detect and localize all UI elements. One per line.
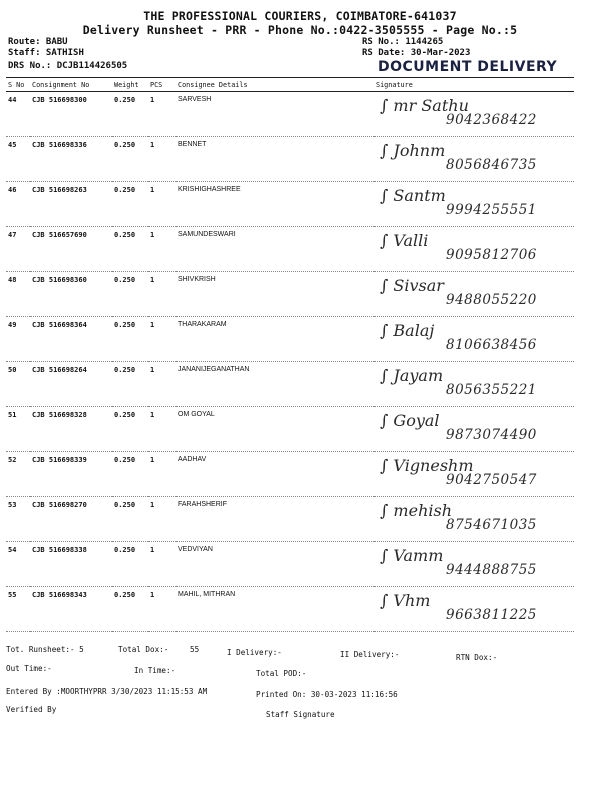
handwritten-signature: ∫ Vhm: [380, 591, 431, 610]
row-consignment-no: CJB 516698328: [30, 407, 112, 452]
row-signature-cell: [374, 92, 574, 137]
row-consignee-name: KRISHIGHASHREE: [176, 182, 374, 227]
row-consignment-no: CJB 516698360: [30, 272, 112, 317]
table-row: [6, 227, 574, 272]
row-pcs: 1: [148, 407, 176, 452]
row-sno: 55: [6, 587, 30, 632]
row-sno: 44: [6, 92, 30, 137]
row-weight: 0.250: [112, 542, 148, 587]
row-pcs: 1: [148, 317, 176, 362]
row-weight: 0.250: [112, 587, 148, 632]
row-consignment-no: CJB 516657690: [30, 227, 112, 272]
handwritten-signature: ∫ Vigneshm: [380, 456, 474, 475]
table-row: [6, 452, 574, 497]
handwritten-phone: 8056355221: [446, 382, 537, 398]
table-row: [6, 272, 574, 317]
row-signature-cell: [374, 407, 574, 452]
row-consignee-name: SHIVKRISH: [176, 272, 374, 317]
row-consignment-no: CJB 516698336: [30, 137, 112, 182]
row-consignee-name: MAHIL, MITHRAN: [176, 587, 374, 632]
total-dox-label: Total Dox:-: [118, 645, 169, 654]
col-consignment: Consignment No: [30, 78, 112, 92]
staff-label: Staff: SATHISH: [8, 48, 84, 58]
route-label: Route: BABU: [8, 37, 68, 47]
row-signature-cell: [374, 272, 574, 317]
total-pod: Total POD:-: [256, 669, 307, 678]
staff-signature: Staff Signature: [266, 710, 335, 719]
row-consignment-no: CJB 516698339: [30, 452, 112, 497]
row-pcs: 1: [148, 452, 176, 497]
handwritten-phone: 8106638456: [446, 337, 537, 353]
row-consignment-no: CJB 516698263: [30, 182, 112, 227]
row-pcs: 1: [148, 362, 176, 407]
row-consignment-no: CJB 516698300: [30, 92, 112, 137]
table-header-row: [6, 78, 574, 92]
ii-delivery: II Delivery:-: [340, 650, 400, 659]
table-row: [6, 362, 574, 407]
row-sno: 46: [6, 182, 30, 227]
row-sno: 51: [6, 407, 30, 452]
i-delivery: I Delivery:-: [227, 648, 282, 657]
col-sno: S No: [6, 78, 30, 92]
handwritten-phone: 9042368422: [446, 112, 537, 128]
row-consignee-name: SAMUNDESWARI: [176, 227, 374, 272]
rs-date: RS Date: 30-Mar-2023: [362, 48, 471, 58]
col-signature: Signature: [374, 78, 574, 92]
handwritten-signature: ∫ Johnm: [380, 141, 446, 160]
row-consignment-no: CJB 516698364: [30, 317, 112, 362]
row-consignee-name: AADHAV: [176, 452, 374, 497]
col-consignee: Consignee Details: [176, 78, 374, 92]
row-pcs: 1: [148, 542, 176, 587]
total-dox-value: 55: [190, 645, 200, 654]
row-signature-cell: [374, 362, 574, 407]
table-row: [6, 137, 574, 182]
table-row: [6, 92, 574, 137]
table-row: [6, 497, 574, 542]
in-time: In Time:-: [134, 666, 176, 675]
row-pcs: 1: [148, 227, 176, 272]
row-sno: 54: [6, 542, 30, 587]
row-sno: 53: [6, 497, 30, 542]
row-consignee-name: FARAHSHERIF: [176, 497, 374, 542]
table-row: [6, 542, 574, 587]
row-weight: 0.250: [112, 92, 148, 137]
runsheet-table: [6, 77, 574, 632]
table-row: [6, 407, 574, 452]
handwritten-phone: 9042750547: [446, 472, 537, 488]
row-signature-cell: [374, 137, 574, 182]
row-signature-cell: [374, 542, 574, 587]
company-title: THE PROFESSIONAL COURIERS, COIMBATORE-641037: [143, 9, 457, 23]
document-delivery-banner: DOCUMENT DELIVERY: [378, 59, 558, 75]
row-consignee-name: VEDVIYAN: [176, 542, 374, 587]
row-consignee-name: THARAKARAM: [176, 317, 374, 362]
row-signature-cell: [374, 452, 574, 497]
row-weight: 0.250: [112, 362, 148, 407]
printed-on: Printed On: 30-03-2023 11:16:56: [256, 690, 398, 699]
row-sno: 45: [6, 137, 30, 182]
row-signature-cell: [374, 317, 574, 362]
row-consignee-name: JANANIJEGANATHAN: [176, 362, 374, 407]
handwritten-signature: ∫ Jayam: [380, 366, 444, 385]
handwritten-phone: 9488055220: [446, 292, 537, 308]
handwritten-phone: 9663811225: [446, 607, 537, 623]
row-consignment-no: CJB 516698343: [30, 587, 112, 632]
handwritten-signature: ∫ Vamm: [380, 546, 444, 565]
row-weight: 0.250: [112, 317, 148, 362]
row-weight: 0.250: [112, 407, 148, 452]
row-signature-cell: [374, 227, 574, 272]
row-sno: 49: [6, 317, 30, 362]
row-weight: 0.250: [112, 272, 148, 317]
row-consignment-no: CJB 516698338: [30, 542, 112, 587]
col-weight: Weight: [112, 78, 148, 92]
handwritten-signature: ∫ mehish: [380, 501, 452, 520]
row-consignment-no: CJB 516698270: [30, 497, 112, 542]
tot-runsheet: Tot. Runsheet:- 5: [6, 645, 84, 654]
handwritten-phone: 8056846735: [446, 157, 537, 173]
row-consignee-name: OM GOYAL: [176, 407, 374, 452]
row-pcs: 1: [148, 137, 176, 182]
col-pcs: PCS: [148, 78, 176, 92]
row-sno: 52: [6, 452, 30, 497]
entered-by: Entered By :MOORTHYPRR 3/30/2023 11:15:53 AM: [6, 687, 208, 696]
handwritten-phone: 9873074490: [446, 427, 537, 443]
handwritten-phone: 9444888755: [446, 562, 537, 578]
handwritten-phone: 9095812706: [446, 247, 537, 263]
handwritten-signature: ∫ Valli: [380, 231, 429, 250]
handwritten-signature: ∫ mr Sathu: [380, 96, 469, 115]
table-row: [6, 317, 574, 362]
row-weight: 0.250: [112, 452, 148, 497]
table-row: [6, 587, 574, 632]
handwritten-signature: ∫ Sivsar: [380, 276, 444, 295]
handwritten-phone: 8754671035: [446, 517, 537, 533]
row-signature-cell: [374, 182, 574, 227]
row-consignee-name: BENNET: [176, 137, 374, 182]
row-pcs: 1: [148, 587, 176, 632]
row-weight: 0.250: [112, 137, 148, 182]
rs-number: RS No.: 1144265: [362, 37, 444, 47]
out-time: Out Time:-: [6, 664, 52, 673]
row-consignment-no: CJB 516698264: [30, 362, 112, 407]
handwritten-signature: ∫ Santm: [380, 186, 446, 205]
row-sno: 47: [6, 227, 30, 272]
row-pcs: 1: [148, 182, 176, 227]
runsheet-subtitle: Delivery Runsheet - PRR - Phone No.:0422-3505555 - Page No.:5: [82, 23, 518, 37]
row-sno: 50: [6, 362, 30, 407]
row-weight: 0.250: [112, 227, 148, 272]
row-consignee-name: SARVESH: [176, 92, 374, 137]
handwritten-phone: 9994255551: [446, 202, 537, 218]
row-pcs: 1: [148, 92, 176, 137]
rtn-dox: RTN Dox:-: [456, 653, 498, 662]
row-signature-cell: [374, 497, 574, 542]
row-pcs: 1: [148, 272, 176, 317]
row-weight: 0.250: [112, 497, 148, 542]
table-row: [6, 182, 574, 227]
row-pcs: 1: [148, 497, 176, 542]
row-weight: 0.250: [112, 182, 148, 227]
handwritten-signature: ∫ Goyal: [380, 411, 440, 430]
row-sno: 48: [6, 272, 30, 317]
verified-by: Verified By: [6, 705, 57, 714]
handwritten-signature: ∫ Balaj: [380, 321, 435, 340]
drs-number: DRS No.: DCJB114426505: [8, 61, 128, 71]
row-signature-cell: [374, 587, 574, 632]
